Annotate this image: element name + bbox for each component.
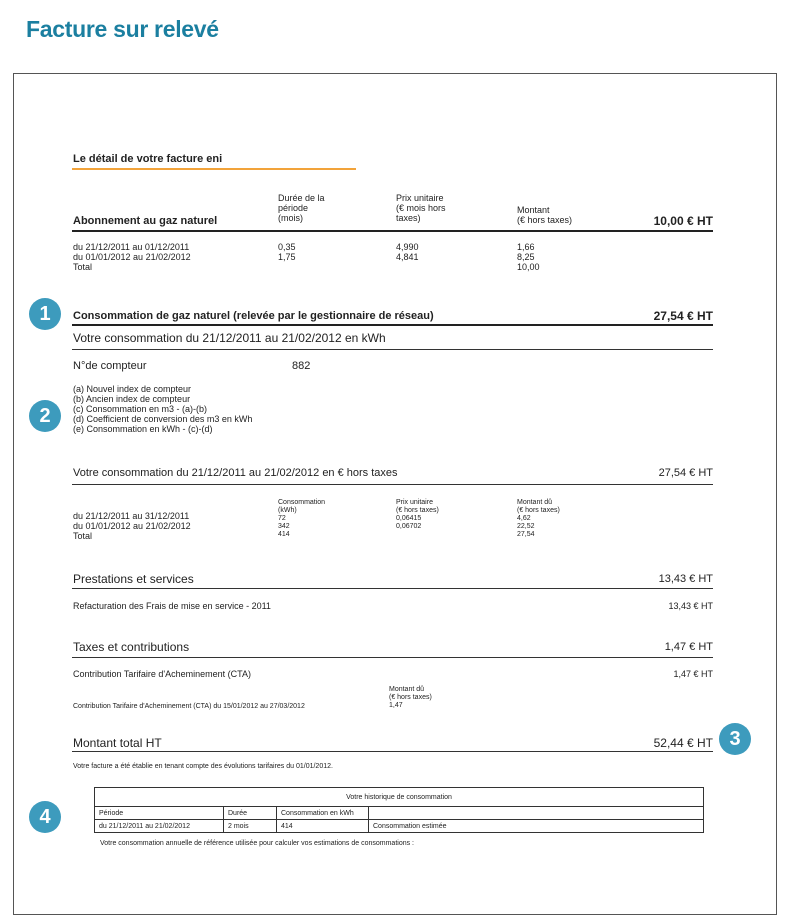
callout-badge-1: 1 <box>29 298 61 330</box>
tariff-note: Votre facture a été établie en tenant compte des évolutions tarifaires du 01/01/2012. <box>73 763 333 770</box>
consommation-title: Consommation de gaz naturel (relevée par le gestionnaire de réseau) <box>73 310 434 322</box>
abonnement-total: 10,00 € HT <box>653 214 713 228</box>
table-header-row: Période Durée Consommation en kWh <box>95 807 704 820</box>
divider <box>72 588 713 589</box>
prestations-line-amount: 13,43 € HT <box>668 601 713 611</box>
euro-heading: Votre consommation du 21/12/2011 au 21/02/2012 en € hors taxes <box>73 467 398 479</box>
conso-prix-column: Prix unitaire (€ hors taxes) 0,06415 0,06702 <box>396 499 439 530</box>
abonnement-montant-values: 1,66 8,25 10,00 <box>517 242 540 272</box>
callout-badge-3: 3 <box>719 723 751 755</box>
montant-total-label: Montant total HT <box>73 736 162 750</box>
table-row: du 21/12/2011 au 31/12/2011 <box>73 511 190 521</box>
divider <box>72 751 713 752</box>
taxes-total: 1,47 € HT <box>664 641 713 653</box>
table-row: du 21/12/2011 au 21/02/2012 2 mois 414 Consommation estimée <box>95 820 704 833</box>
table-row: du 21/12/2011 au 01/12/2011 <box>73 242 190 252</box>
euro-total: 27,54 € HT <box>658 467 713 479</box>
prestations-title: Prestations et services <box>73 572 194 586</box>
consommation-total: 27,54 € HT <box>653 309 713 323</box>
cta-montant-column: Montant dû (€ hors taxes) 1,47 <box>389 686 432 709</box>
conso-montant-column: Montant dû (€ hors taxes) 4,62 22,52 27,54 <box>517 499 560 538</box>
table-row: du 01/01/2012 au 21/02/2012 <box>73 521 191 531</box>
history-title: Votre historique de consommation <box>95 788 704 807</box>
cta-amount: 1,47 € HT <box>673 669 713 679</box>
kwh-heading: Votre consommation du 21/12/2011 au 21/02/2012 en kWh <box>73 331 386 345</box>
divider <box>72 484 713 485</box>
taxes-title: Taxes et contributions <box>73 640 190 654</box>
divider <box>72 657 713 658</box>
montant-total-value: 52,44 € HT <box>653 736 713 750</box>
table-row: Total <box>73 262 93 272</box>
col-prix-header: Prix unitaire (€ mois hors taxes) <box>396 193 446 223</box>
euro-periods <box>73 511 191 541</box>
divider <box>72 230 713 232</box>
history-footer: Votre consommation annuelle de référence utilisée pour calculer vos estimations de consommations : <box>100 840 414 847</box>
col-duree-header: Durée de la période (mois) <box>278 193 325 223</box>
callout-badge-4: 4 <box>29 801 61 833</box>
page-title: Facture sur relevé <box>26 16 219 42</box>
callout-badge-2: 2 <box>29 400 61 432</box>
cta-detail: Contribution Tarifaire d'Acheminement (CTA) du 15/01/2012 au 27/03/2012 <box>73 703 305 710</box>
compteur-value: 882 <box>292 360 311 372</box>
table-row: Total <box>73 531 93 541</box>
abonnement-periods <box>73 242 191 272</box>
abonnement-duree-values: 0,35 1,75 <box>278 242 296 262</box>
compteur-label: N°de compteur <box>73 360 147 372</box>
conso-kwh-column: Consommation (kWh) 72 342 414 <box>278 499 326 538</box>
cta-label: Contribution Tarifaire d'Acheminement (CTA) <box>73 669 251 679</box>
divider <box>72 349 713 350</box>
title-underline <box>72 168 356 170</box>
col-montant-header: Montant (€ hors taxes) <box>517 205 573 225</box>
abonnement-title: Abonnement au gaz naturel <box>73 215 218 227</box>
abonnement-prix-values: 4,990 4,841 <box>396 242 419 262</box>
index-legend: (a) Nouvel index de compteur (b) Ancien index de compteur (c) Consommation en m3 - (a)-(b) (d) Coefficient de conversion des m3 en kWh (e) Consommation en kWh - (c)-(d) <box>73 384 253 434</box>
history-table <box>94 787 704 833</box>
prestations-line: Refacturation des Frais de mise en service - 2011 <box>73 601 271 611</box>
divider <box>72 324 713 326</box>
table-row: du 01/01/2012 au 21/02/2012 <box>73 252 191 262</box>
detail-title: Le détail de votre facture eni <box>73 153 223 165</box>
prestations-total: 13,43 € HT <box>658 573 713 585</box>
